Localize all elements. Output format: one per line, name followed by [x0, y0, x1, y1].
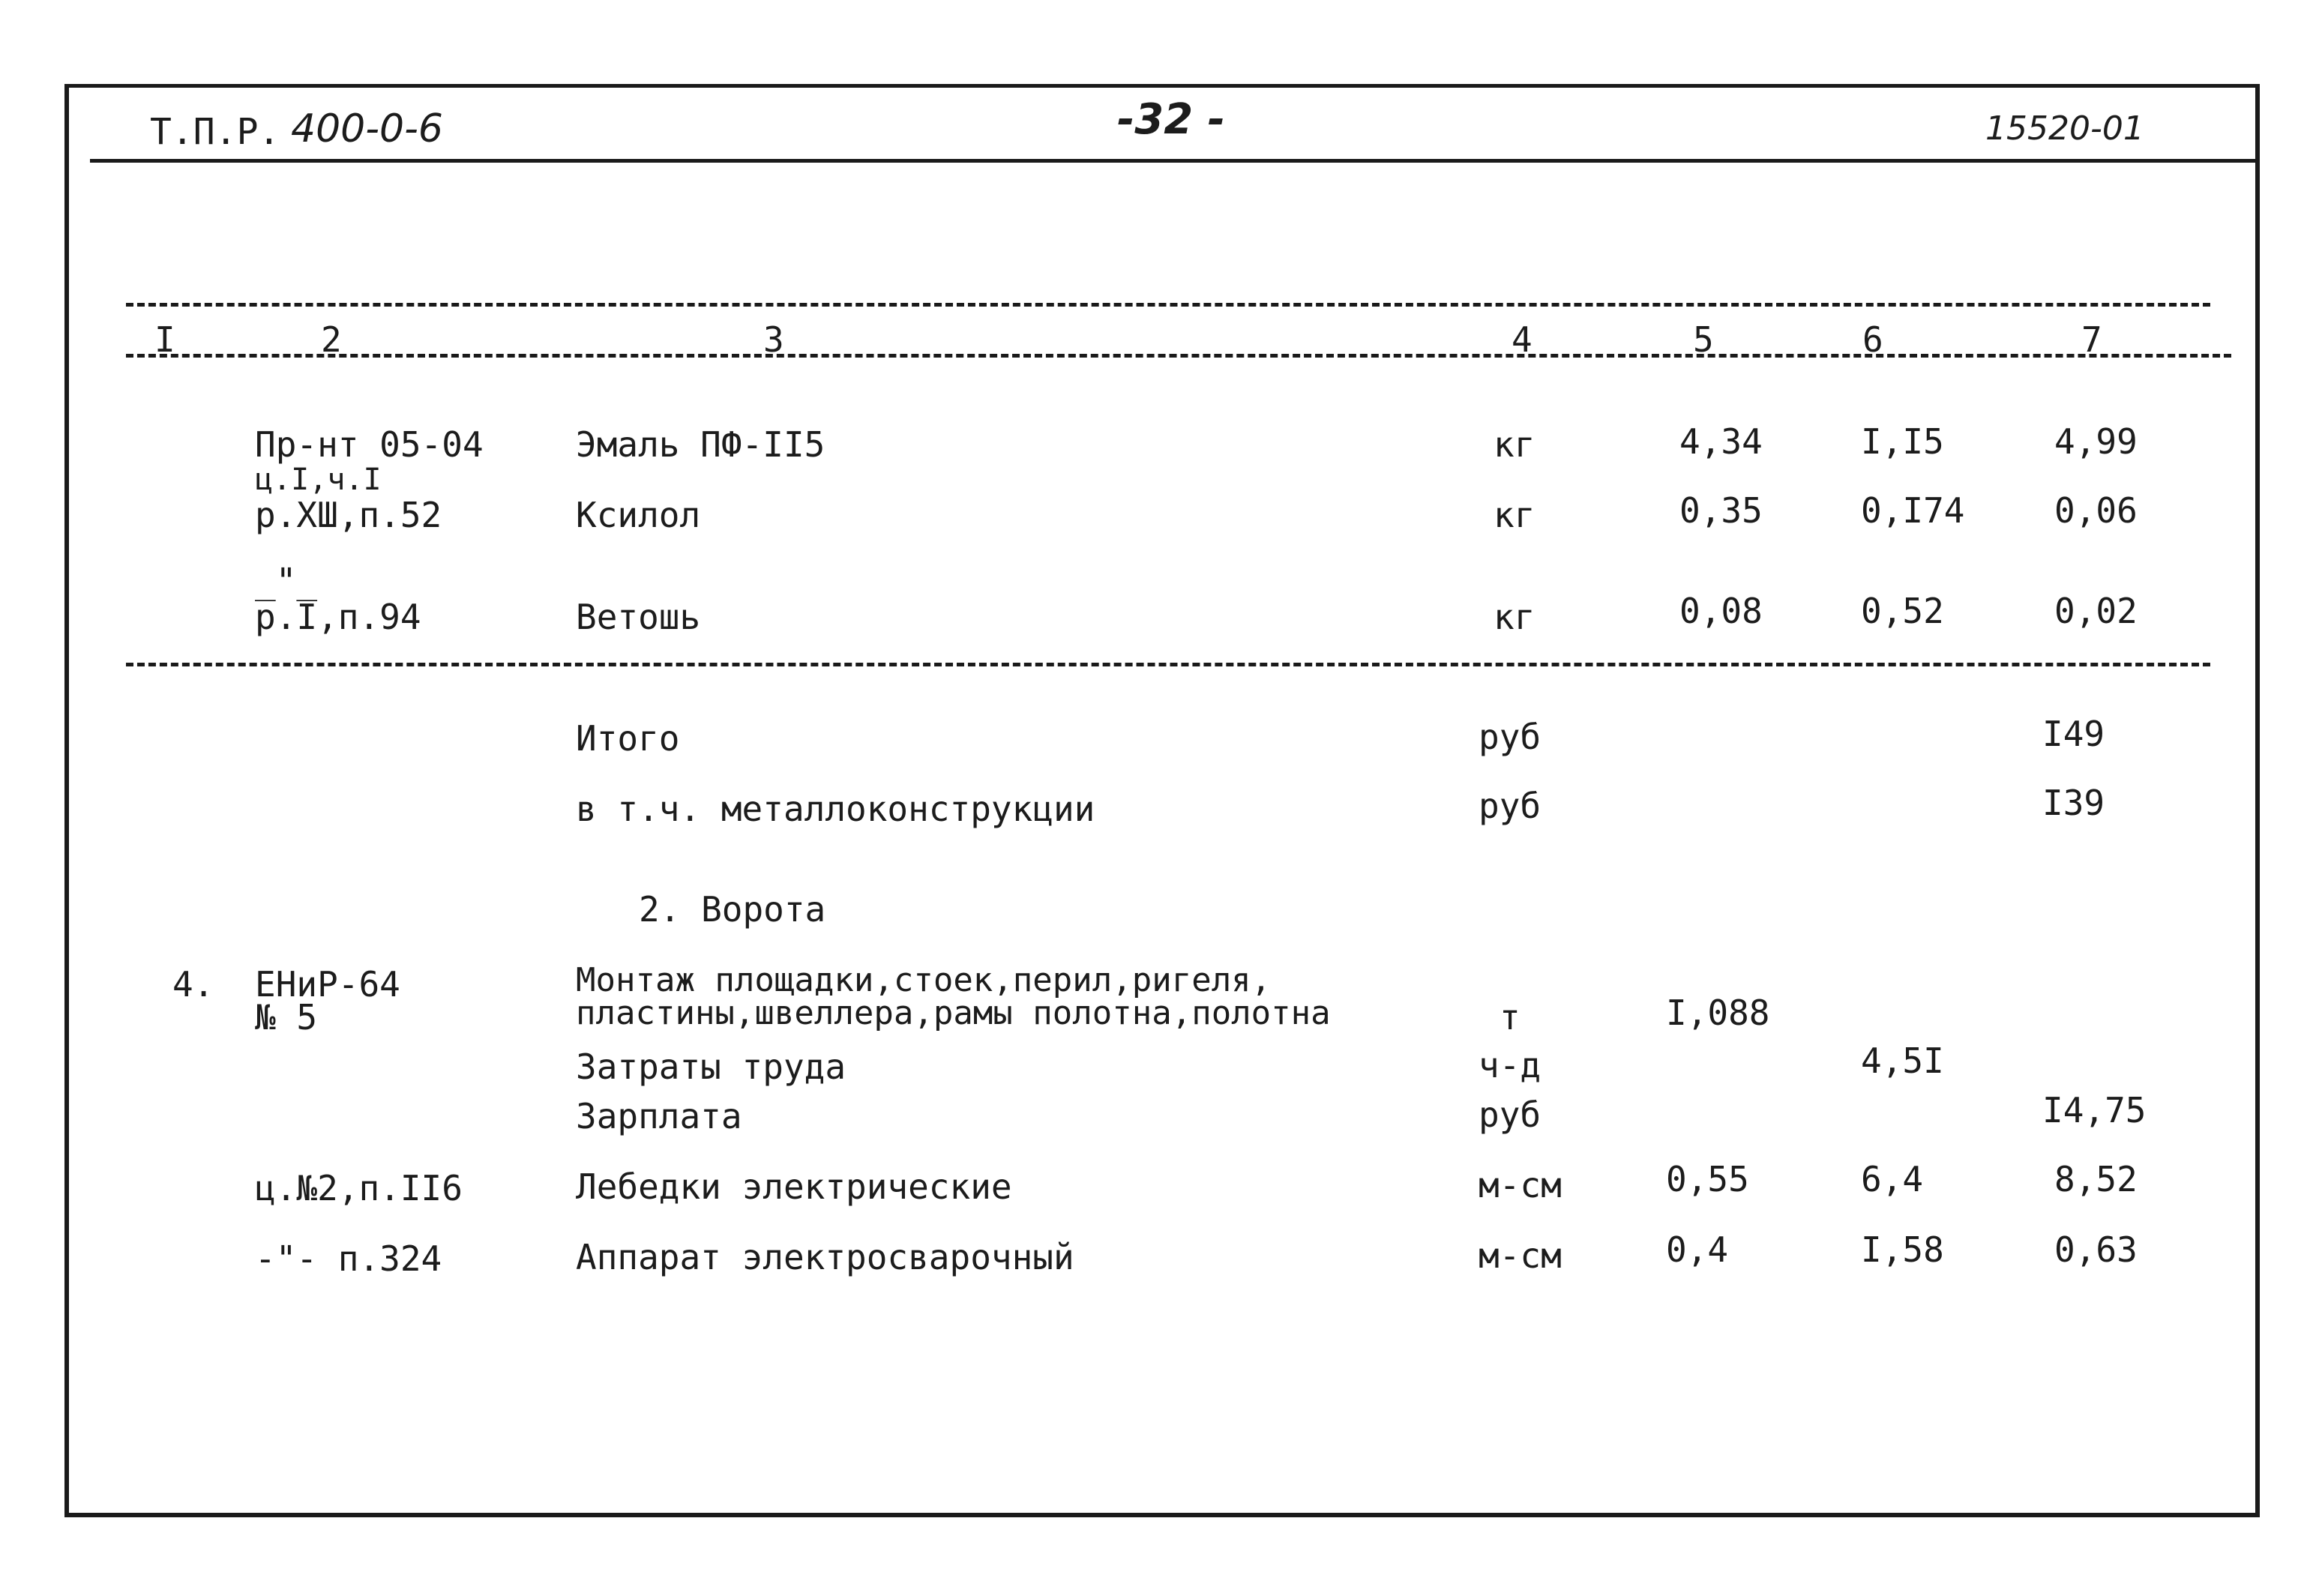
row3-ref: р.I,п.94	[255, 597, 421, 637]
row3-unit: кг	[1494, 597, 1536, 637]
wage-label: Зарплата	[576, 1096, 742, 1136]
header-rule	[90, 159, 2255, 163]
col-header-4: 4	[1512, 319, 1533, 360]
metal-total-unit: руб	[1479, 786, 1541, 826]
work-quantity: I,088	[1666, 993, 1770, 1033]
col-header-3: 3	[763, 319, 784, 360]
section-title: 2. Ворота	[639, 889, 826, 930]
row1-col6: I,I5	[1861, 421, 1944, 462]
labor-label: Затраты труда	[576, 1047, 846, 1087]
wage-unit: руб	[1479, 1094, 1541, 1135]
row3-col6: 0,52	[1861, 591, 1944, 631]
machine1-name: Лебедки электрические	[576, 1166, 1012, 1207]
header-dashed-line-bottom	[126, 354, 2231, 358]
row3-name: Ветошь	[576, 597, 701, 637]
labor-unit: ч-д	[1479, 1045, 1541, 1085]
work-description-line2: пластины,швеллера,рамы полотна,полотна	[576, 994, 1331, 1032]
col-header-7: 7	[2081, 319, 2102, 360]
work-unit: т	[1500, 997, 1521, 1038]
work-description-line1: Монтаж площадки,стоек,перил,ригеля,	[576, 961, 1272, 999]
row1-col5: 4,34	[1679, 421, 1763, 462]
item-ref-line1: ЕНиР-64	[255, 964, 400, 1005]
total-unit: руб	[1479, 717, 1541, 757]
row2-ref-line1: ц.I,ч.I	[255, 463, 382, 497]
row1-ref: Пр-нт 05-04	[255, 424, 484, 465]
machine1-unit: м-см	[1479, 1165, 1562, 1205]
row2-col6: 0,I74	[1861, 490, 1965, 531]
doc-code-handwritten: 400-0-6	[291, 106, 443, 151]
machine2-unit: м-см	[1479, 1235, 1562, 1276]
row2-col7: 0,06	[2054, 490, 2138, 531]
item-number: 4.	[172, 964, 214, 1005]
machine1-col6: 6,4	[1861, 1159, 1924, 1199]
machine2-ref: -"- п.324	[255, 1238, 442, 1279]
row1-name: Эмаль ПФ-II5	[576, 424, 825, 465]
machine2-col5: 0,4	[1666, 1229, 1729, 1270]
machine1-ref: ц.№2,п.II6	[255, 1168, 463, 1208]
item-ref-line2: № 5	[255, 997, 318, 1038]
labor-value: 4,5I	[1861, 1041, 1944, 1081]
col-header-5: 5	[1693, 319, 1714, 360]
machine2-col7: 0,63	[2054, 1229, 2138, 1270]
doc-code-prefix: Т.П.Р.	[150, 111, 280, 153]
row3-col5: 0,08	[1679, 591, 1763, 631]
row1-col7: 4,99	[2054, 421, 2138, 462]
machine1-col7: 8,52	[2054, 1159, 2138, 1199]
machine2-name: Аппарат электросварочный	[576, 1237, 1074, 1277]
machine2-col6: I,58	[1861, 1229, 1944, 1270]
row3-col7: 0,02	[2054, 591, 2138, 631]
machine1-col5: 0,55	[1666, 1159, 1749, 1199]
row2-name: Ксилол	[576, 495, 701, 535]
row2-unit: кг	[1494, 495, 1536, 535]
page-number: -32 -	[1117, 95, 1225, 144]
page-frame	[64, 84, 2260, 1517]
archive-number: 15520-01	[1985, 109, 2144, 148]
metal-total-value: I39	[2042, 783, 2105, 823]
col-header-1: I	[154, 319, 175, 360]
total-label: Итого	[576, 718, 680, 759]
section-dashed-line	[126, 663, 2210, 666]
metal-total-label: в т.ч. металлоконструкции	[576, 789, 1095, 829]
row2-ref: р.ХШ,п.52	[255, 495, 442, 535]
total-value: I49	[2042, 714, 2105, 754]
row3-ref-line1: _"_	[255, 561, 318, 601]
row1-unit: кг	[1494, 424, 1536, 465]
wage-value: I4,75	[2042, 1090, 2147, 1130]
row2-col5: 0,35	[1679, 490, 1763, 531]
header-dashed-line-top	[126, 303, 2210, 307]
col-header-2: 2	[321, 319, 342, 360]
col-header-6: 6	[1862, 319, 1883, 360]
